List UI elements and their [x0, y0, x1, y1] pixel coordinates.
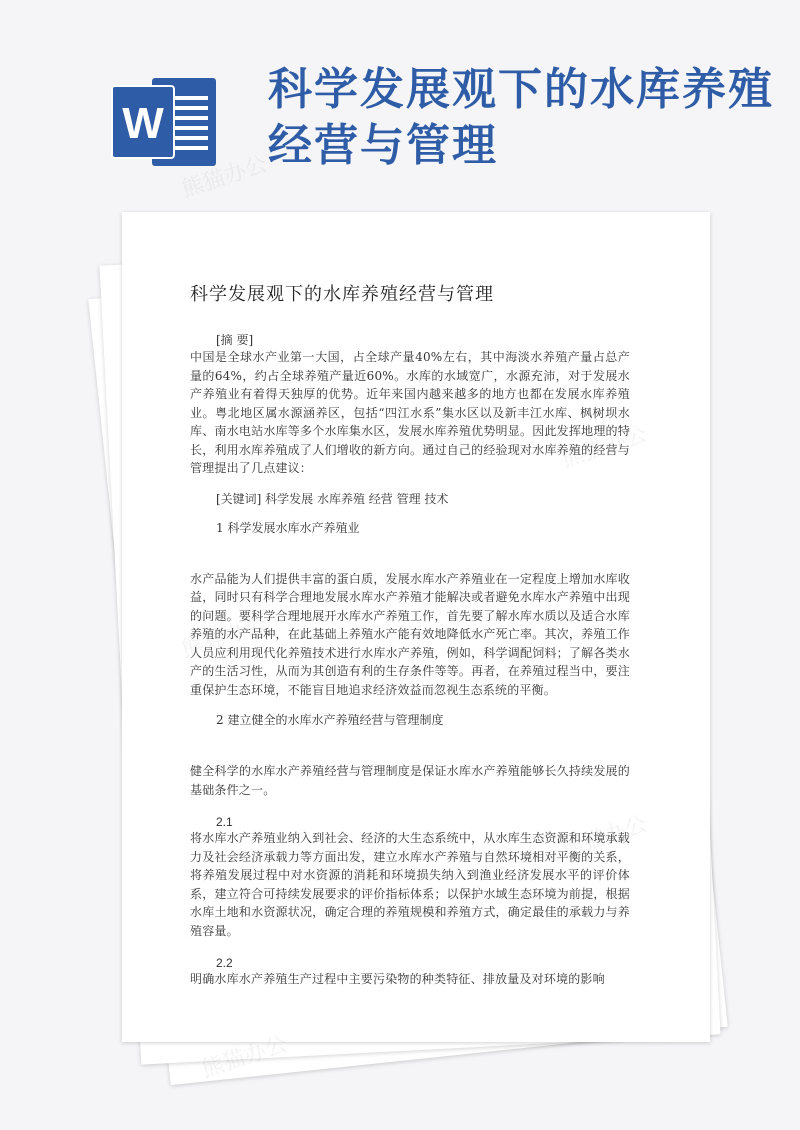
subsection-2-1-number: 2.1: [216, 815, 233, 829]
svg-text:W: W: [122, 99, 164, 148]
banner-title: 科学发展观下的水库养殖经营与管理: [268, 64, 774, 171]
subsection-2-2-text: 明确水库水产养殖生产过程中主要污染物的种类特征、排放量及对环境的影响: [190, 972, 605, 986]
word-document-icon: [108, 72, 220, 172]
abstract-label: [摘 要]: [216, 333, 254, 347]
document-title: 科学发展观下的水库养殖经营与管理: [190, 284, 494, 305]
watermark: 熊猫办公: [178, 151, 271, 203]
section-1-text: 水产品能为人们提供丰富的蛋白质，发展水库水产养殖业在一定程度上增加水库收益，同时只有科学合理地发展水库水产养殖才能解决或者避免水库水产养殖中出现的问题。要科学合理地展开水库水产养殖工作，首先要了解水库水质以及适合水库养殖的水产品种，在此基础上养殖水产能有效地降低水产死亡率。其次，养殖工作人员应利用现代化养殖技术进行水库水产养殖，例如，科学调配饲料；了解各类水产的生活习性，从而为其创造有利的生存条件等等。再者，在养殖过程当中，要注重保护生态环境，不能盲目地追求经济效益而忽视生态系统的平衡。: [190, 571, 630, 697]
subsection-2-1-text: 将水库水产养殖业纳入到社会、经济的大生态系统中，从水库生态资源和环境承载力及社会经济承载力等方面出发，建立水库水产养殖与自然环境相对平衡的关系，将养殖发展过程中对水资源的消耗和环境损失纳入到渔业经济发展水平的评价体系，建立符合可持续发展要求的评价指标体系；以保护水域生态环境为前提，根据水库土地和水资源状况，确定合理的养殖规模和养殖方式，确定最佳的承载力与养殖容量。: [190, 831, 630, 938]
keywords: [关键词] 科学发展 水库养殖 经营 管理 技术: [216, 491, 449, 506]
section-2-text: 健全科学的水库水产养殖经营与管理制度是保证水库水产养殖能够长久持续发展的基础条件之一。: [190, 764, 630, 797]
subsection-2-2-number: 2.2: [216, 956, 233, 970]
document-body: [190, 280, 630, 989]
section-1-heading: 1 科学发展水库水产养殖业: [216, 520, 360, 535]
section-2-heading: 2 建立健全的水库水产养殖经营与管理制度: [216, 713, 444, 727]
abstract-text: 中国是全球水产业第一大国，占全球产量40%左右，其中海淡水养殖产量占总产量的64%，约占全球养殖产量近60%。水库的水域宽广，水源充沛，对于发展水产养殖业有着得天独厚的优势。近年来国内越来越多的地方也都在发展水库养殖业。粤北地区属水源涵养区，包括“四江水系”集水区以及新丰江水库、枫树坝水库、南水电站水库等多个水库集水区，发展水库养殖优势明显。因此发挥地理的特长，利用水库养殖成了人们增收的新方向。通过自己的经验现对水库养殖的经营与管理提出了几点建议：: [190, 350, 630, 475]
